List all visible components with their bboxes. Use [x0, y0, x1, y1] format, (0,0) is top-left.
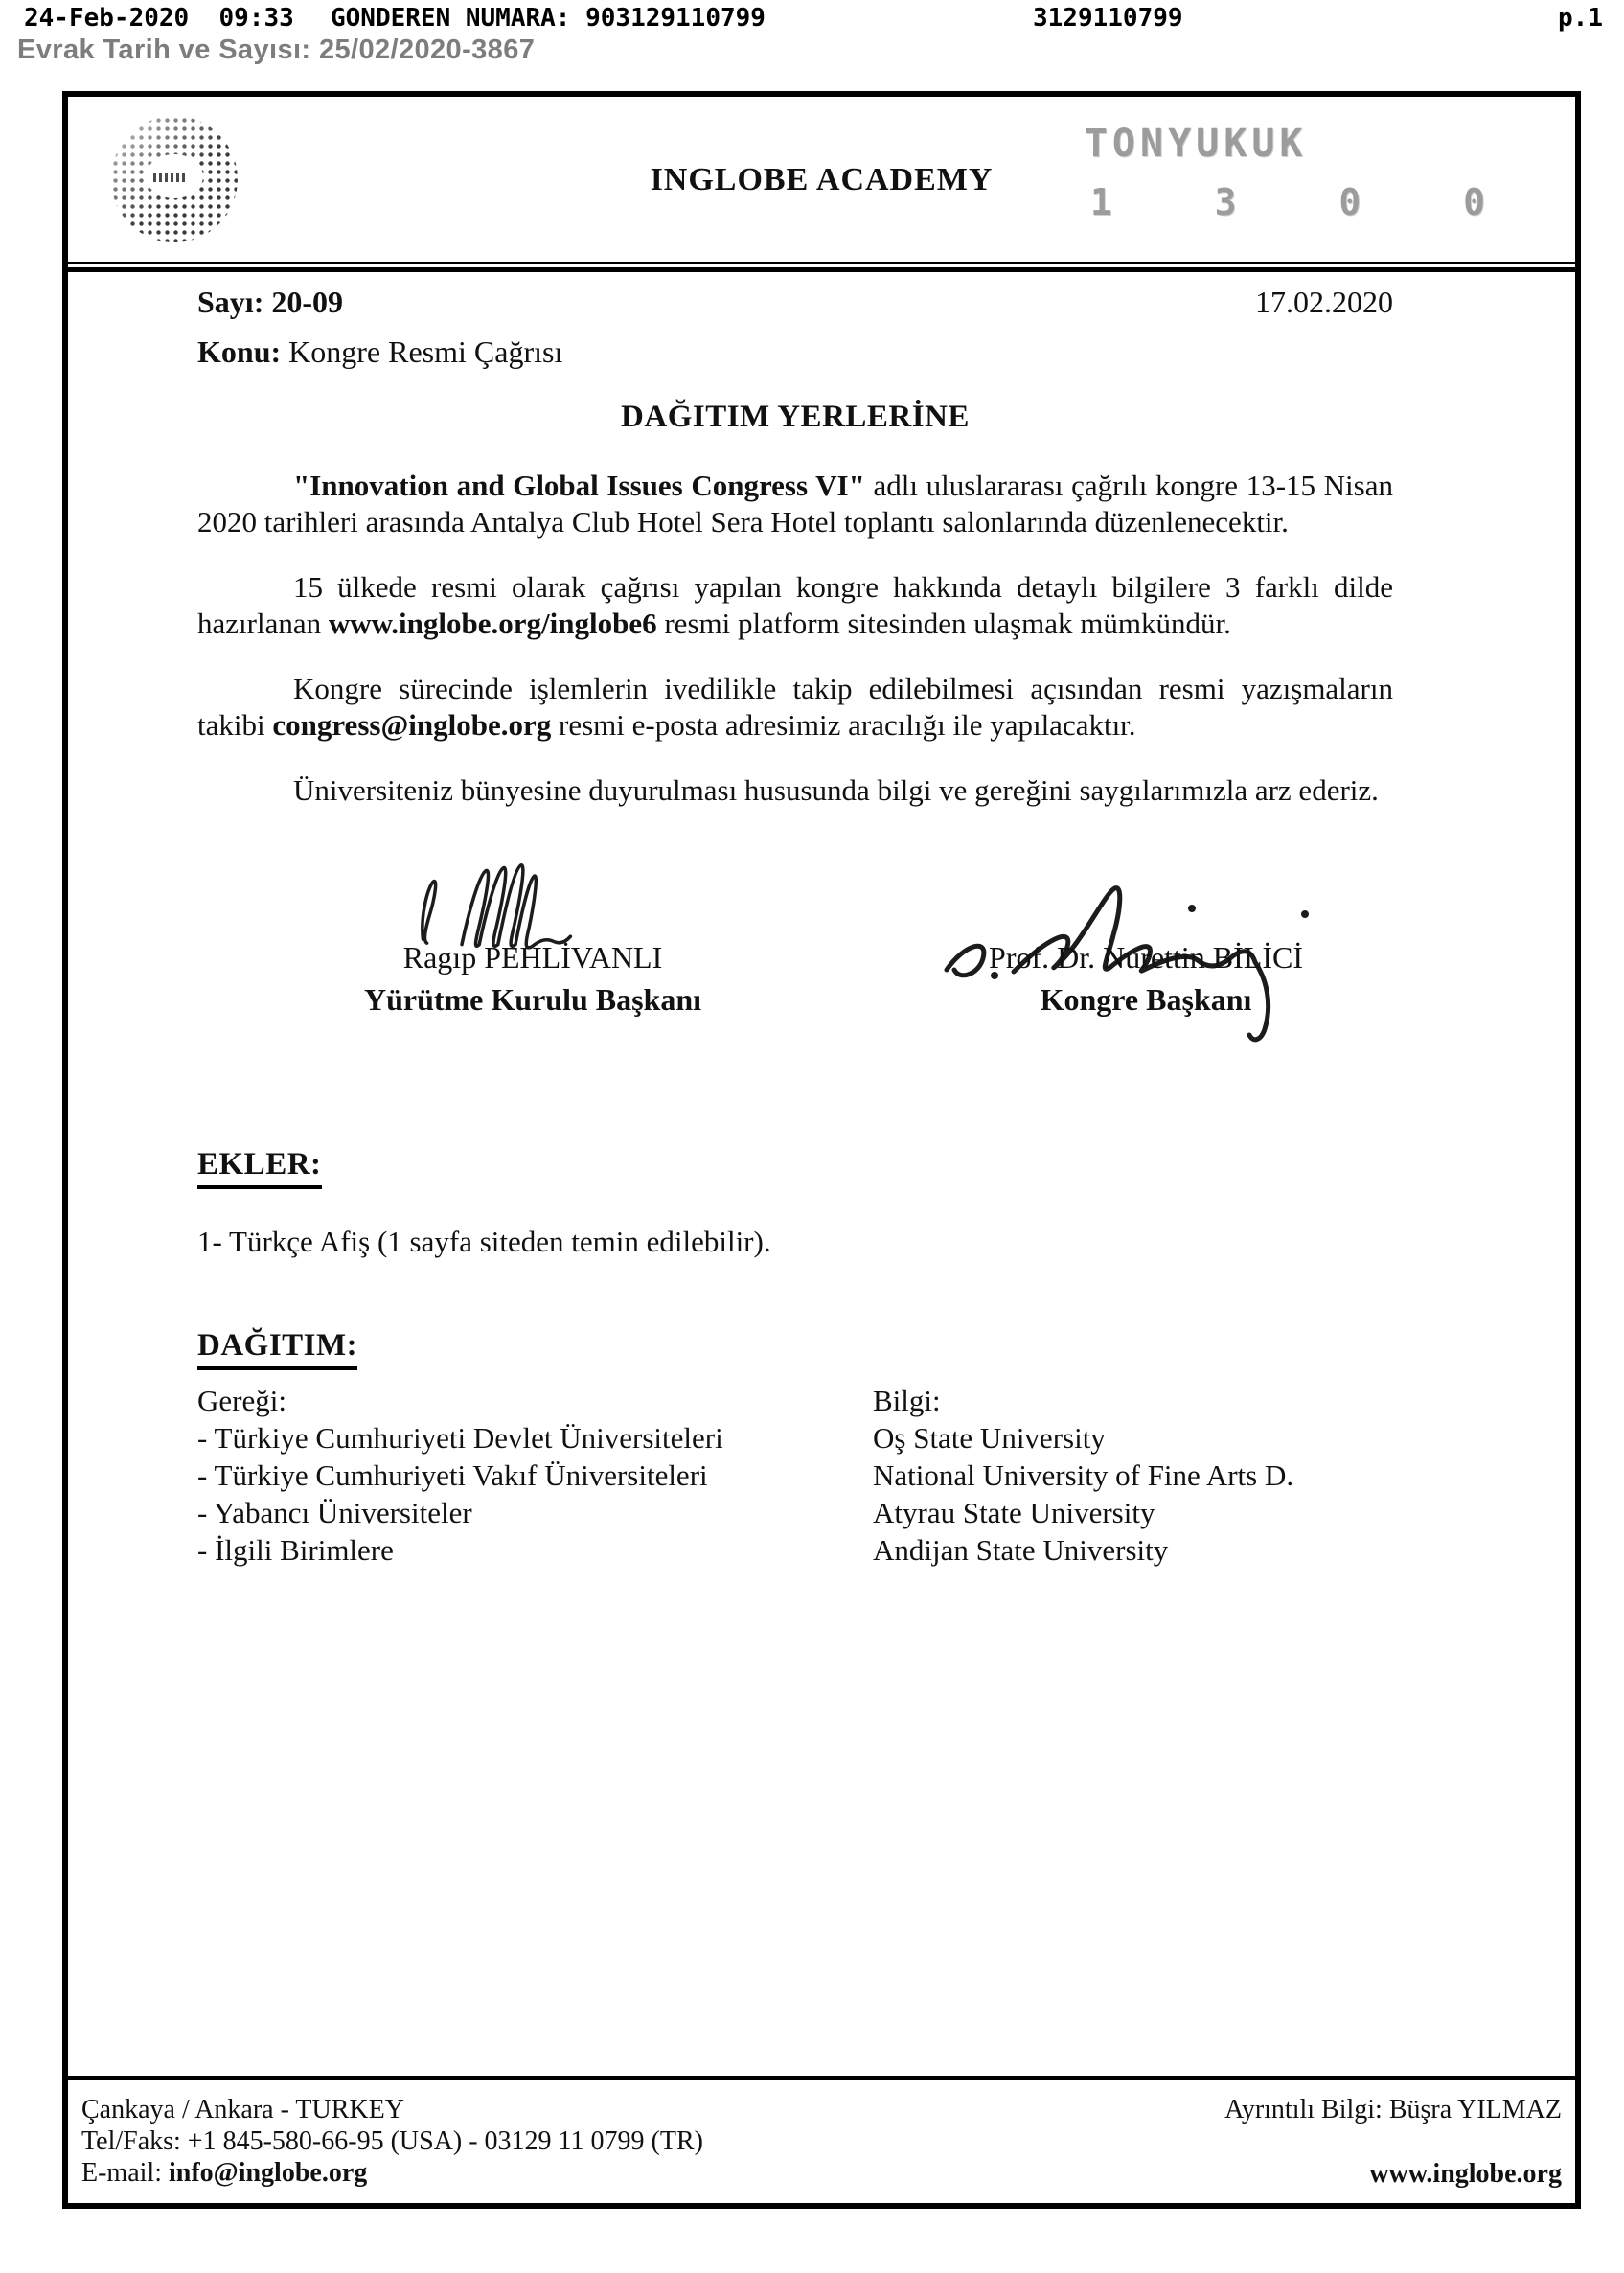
- paragraph-1-text: adlı uluslararası çağrılı kongre 13-15 Nisan 2020 tarihleri arasında Antalya Club Hotel Sera Hotel toplantı salonlarında düzenlenecektir.: [197, 469, 1393, 539]
- konu-row: [197, 333, 1393, 370]
- dagitim-right-item: Andijan State University: [873, 1533, 1169, 1567]
- tonyukuk-stamp: [1085, 122, 1525, 223]
- congress-email: congress@inglobe.org: [272, 708, 552, 742]
- letter-body: [68, 272, 1575, 1569]
- evrak-stamp-line: Evrak Tarih ve Sayısı: 25/02/2020-3867: [17, 34, 536, 65]
- paragraph-1: [197, 468, 1393, 540]
- fax-number: 3129110799: [1033, 4, 1183, 33]
- paragraph-3: [197, 671, 1393, 744]
- congress-website: www.inglobe.org/inglobe6: [328, 607, 657, 640]
- letter-date: 17.02.2020: [1255, 285, 1393, 319]
- konu-label: Konu:: [197, 334, 282, 369]
- fax-header: [0, 4, 1624, 34]
- dagitim-section: [197, 1327, 1393, 1569]
- ekler-heading: EKLER:: [197, 1146, 322, 1189]
- signer-title: Kongre Başkanı: [1040, 982, 1252, 1017]
- dagitim-right-item: National University of Fine Arts D.: [873, 1458, 1294, 1492]
- handwritten-signature-icon: [399, 845, 619, 953]
- sayi-field: Sayı: 20-09: [197, 285, 343, 319]
- stamp-number: 1 3 0 0: [1089, 181, 1525, 223]
- letterhead-title: INGLOBE ACADEMY: [650, 162, 994, 197]
- dagitim-table: [197, 1382, 1393, 1569]
- footer-email-label: E-mail:: [81, 2158, 169, 2188]
- signer-name: Ragıp PEHLİVANLI: [402, 940, 663, 975]
- footer-contact-person: Ayrıntılı Bilgi: Büşra YILMAZ: [1224, 2095, 1562, 2124]
- dagitim-left-header: Gereği:: [197, 1384, 286, 1417]
- fax-page-number: p.1: [1558, 4, 1603, 33]
- footer-info: [1224, 2094, 1562, 2190]
- paragraph-2: [197, 569, 1393, 642]
- meta-row: [197, 284, 1393, 320]
- dagitim-left-item: - Türkiye Cumhuriyeti Vakıf Üniversiteleri: [197, 1458, 708, 1492]
- footer-email-line: [81, 2157, 703, 2189]
- dagitim-left-item: - Yabancı Üniversiteler: [197, 1496, 472, 1529]
- letter-footer: [81, 2094, 1562, 2190]
- dagitim-right-header: Bilgi:: [873, 1384, 941, 1417]
- signer-name: Prof. Dr. Nurettin BİLİCİ: [989, 940, 1303, 975]
- paragraph-2-tail: resmi platform sitesinden ulaşmak mümkündür.: [656, 607, 1231, 640]
- footer-contact: [81, 2094, 703, 2189]
- stamp-text: TONYUKUK: [1084, 122, 1308, 166]
- signature-block: [197, 843, 1393, 1066]
- dagitim-right-item: Atyrau State University: [873, 1496, 1155, 1529]
- dagitim-left-item: - Türkiye Cumhuriyeti Devlet Üniversiteleri: [197, 1421, 723, 1455]
- dagitim-left-item: - İlgili Birimlere: [197, 1533, 394, 1567]
- fax-sender-number: GONDEREN NUMARA: 903129110799: [331, 4, 766, 33]
- distribution-heading: DAĞITIM YERLERİNE: [621, 400, 970, 434]
- footer-website: www.inglobe.org: [1369, 2159, 1562, 2189]
- footer-address: Çankaya / Ankara - TURKEY: [81, 2095, 404, 2124]
- dagitim-right-item: Oş State University: [873, 1421, 1106, 1455]
- paragraph-4: Üniversiteniz bünyesine duyurulması hususunda bilgi ve gereğini saygılarımızla arz ederiz.: [293, 773, 1379, 807]
- fax-datetime: 24-Feb-2020 09:33: [24, 4, 294, 33]
- signer-title: Yürütme Kurulu Başkanı: [363, 982, 702, 1017]
- paragraph-3-text: Kongre sürecinde işlemlerin ivedilikle takip edilebilmesi açısından resmi yazışmaların takibi: [197, 672, 1393, 742]
- footer-email-value: info@inglobe.org: [168, 2158, 368, 2188]
- ekler-section: [197, 1146, 1393, 1260]
- congress-name: "Innovation and Global Issues Congress VI": [293, 469, 865, 502]
- footer-telfax: Tel/Faks: +1 845-580-66-95 (USA) - 03129 11 0799 (TR): [81, 2126, 703, 2156]
- letterhead: [68, 97, 1575, 262]
- dagitim-heading: DAĞITIM:: [197, 1327, 357, 1370]
- ekler-item: 1- Türkçe Afiş (1 sayfa siteden temin edilebilir).: [197, 1225, 771, 1258]
- paragraph-3-tail: resmi e-posta adresimiz aracılığı ile yapılacaktır.: [551, 708, 1136, 742]
- letterhead-divider: [68, 262, 1575, 272]
- konu-value: Kongre Resmi Çağrısı: [281, 334, 563, 369]
- letter-frame: [62, 91, 1581, 2209]
- footer-divider: [68, 2076, 1575, 2080]
- paragraph-2-text: 15 ülkede resmi olarak çağrısı yapılan kongre hakkında detaylı bilgilere 3 farklı dilde hazırlanan: [197, 570, 1393, 640]
